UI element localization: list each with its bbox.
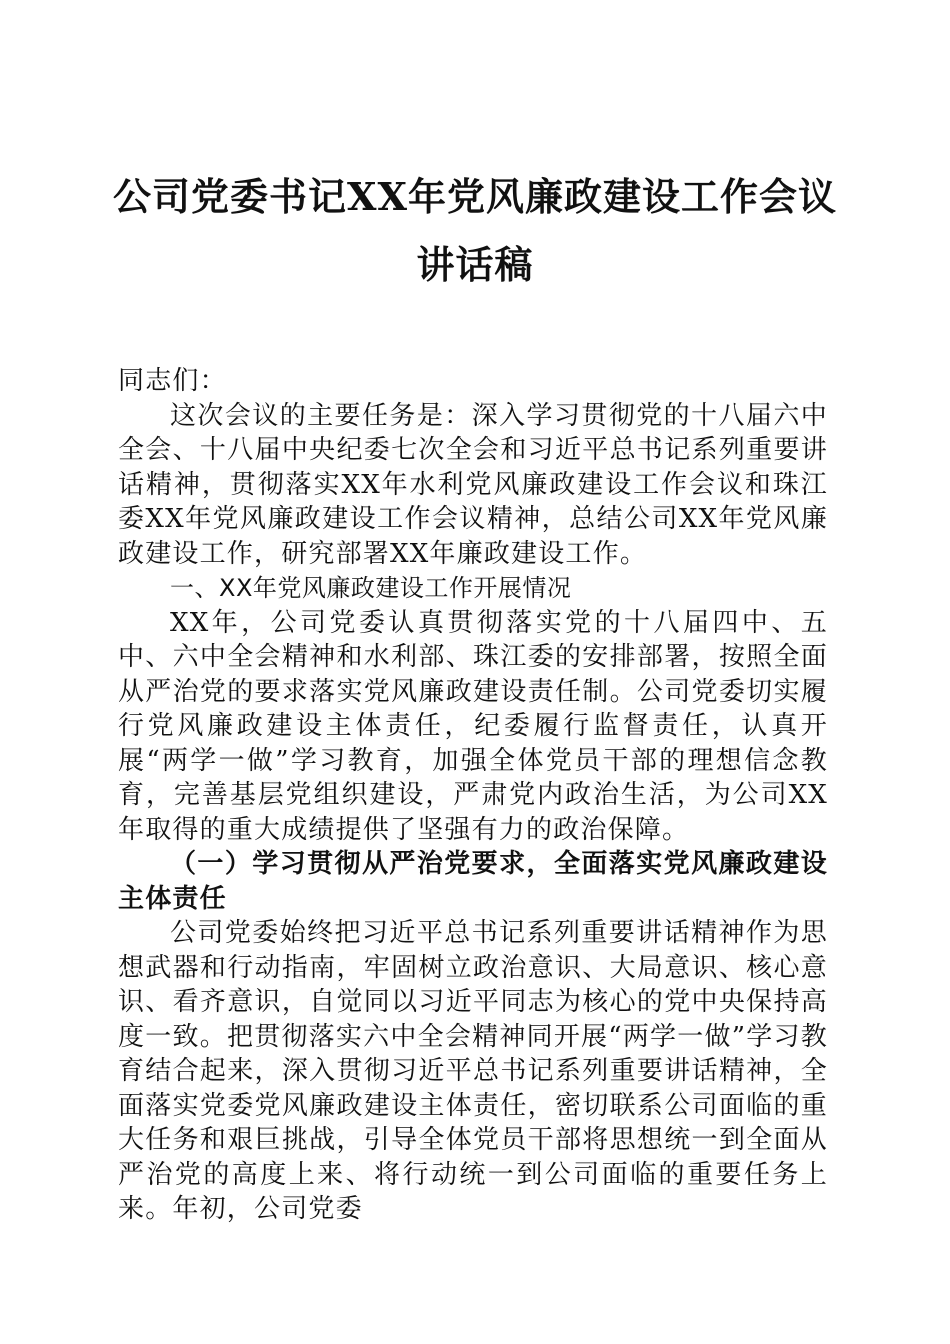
document-title: 公司党委书记XX年党风廉政建设工作会议讲话稿 bbox=[113, 174, 837, 287]
salutation: 同志们： bbox=[118, 366, 227, 396]
subsection-1-paragraph: 公司党委始终把习近平总书记系列重要讲话精神作为思想武器和行动指南，牢固树立政治意识、大局意识、核心意识、看齐意识，自觉同以习近平同志为核心的党中央保持高度一致。把贯彻落实六中全会精神同开展“两学一做”学习教育结合起来，深入贯彻习近平总书记系列重要讲话精神，全面落实党委党风廉政建设主体责任，密切联系公司面临的重大任务和艰巨挑战，引导全体党员干部将思想统一到全面从严治党的高度上来、将行动统一到公司面临的重要任务上来。年初，公司党委 bbox=[118, 918, 828, 1224]
intro-paragraph: 这次会议的主要任务是：深入学习贯彻党的十八届六中全会、十八届中央纪委七次全会和习近平总书记系列重要讲话精神，贯彻落实XX年水利党风廉政建设工作会议和珠江委XX年党风廉政建设工作会议精神，总结公司XX年党风廉政建设工作，研究部署XX年廉政建设工作。 bbox=[118, 400, 828, 569]
document-body bbox=[118, 364, 828, 1227]
section-heading-1: 一、XX年党风廉政建设工作开展情况 bbox=[170, 574, 572, 602]
subsection-heading-1: （一）学习贯彻从严治党要求，全面落实党风廉政建设主体责任 bbox=[118, 849, 828, 914]
section-1-paragraph: XX年，公司党委认真贯彻落实党的十八届四中、五中、六中全会精神和水利部、珠江委的安排部署，按照全面从严治党的要求落实党风廉政建设责任制。公司党委切实履行党风廉政建设主体责任，纪委履行监督责任，认真开展“两学一做”学习教育，加强全体党员干部的理想信念教育，完善基层党组织建设，严肃党内政治生活，为公司XX年取得的重大成绩提供了坚强有力的政治保障。 bbox=[118, 607, 828, 845]
